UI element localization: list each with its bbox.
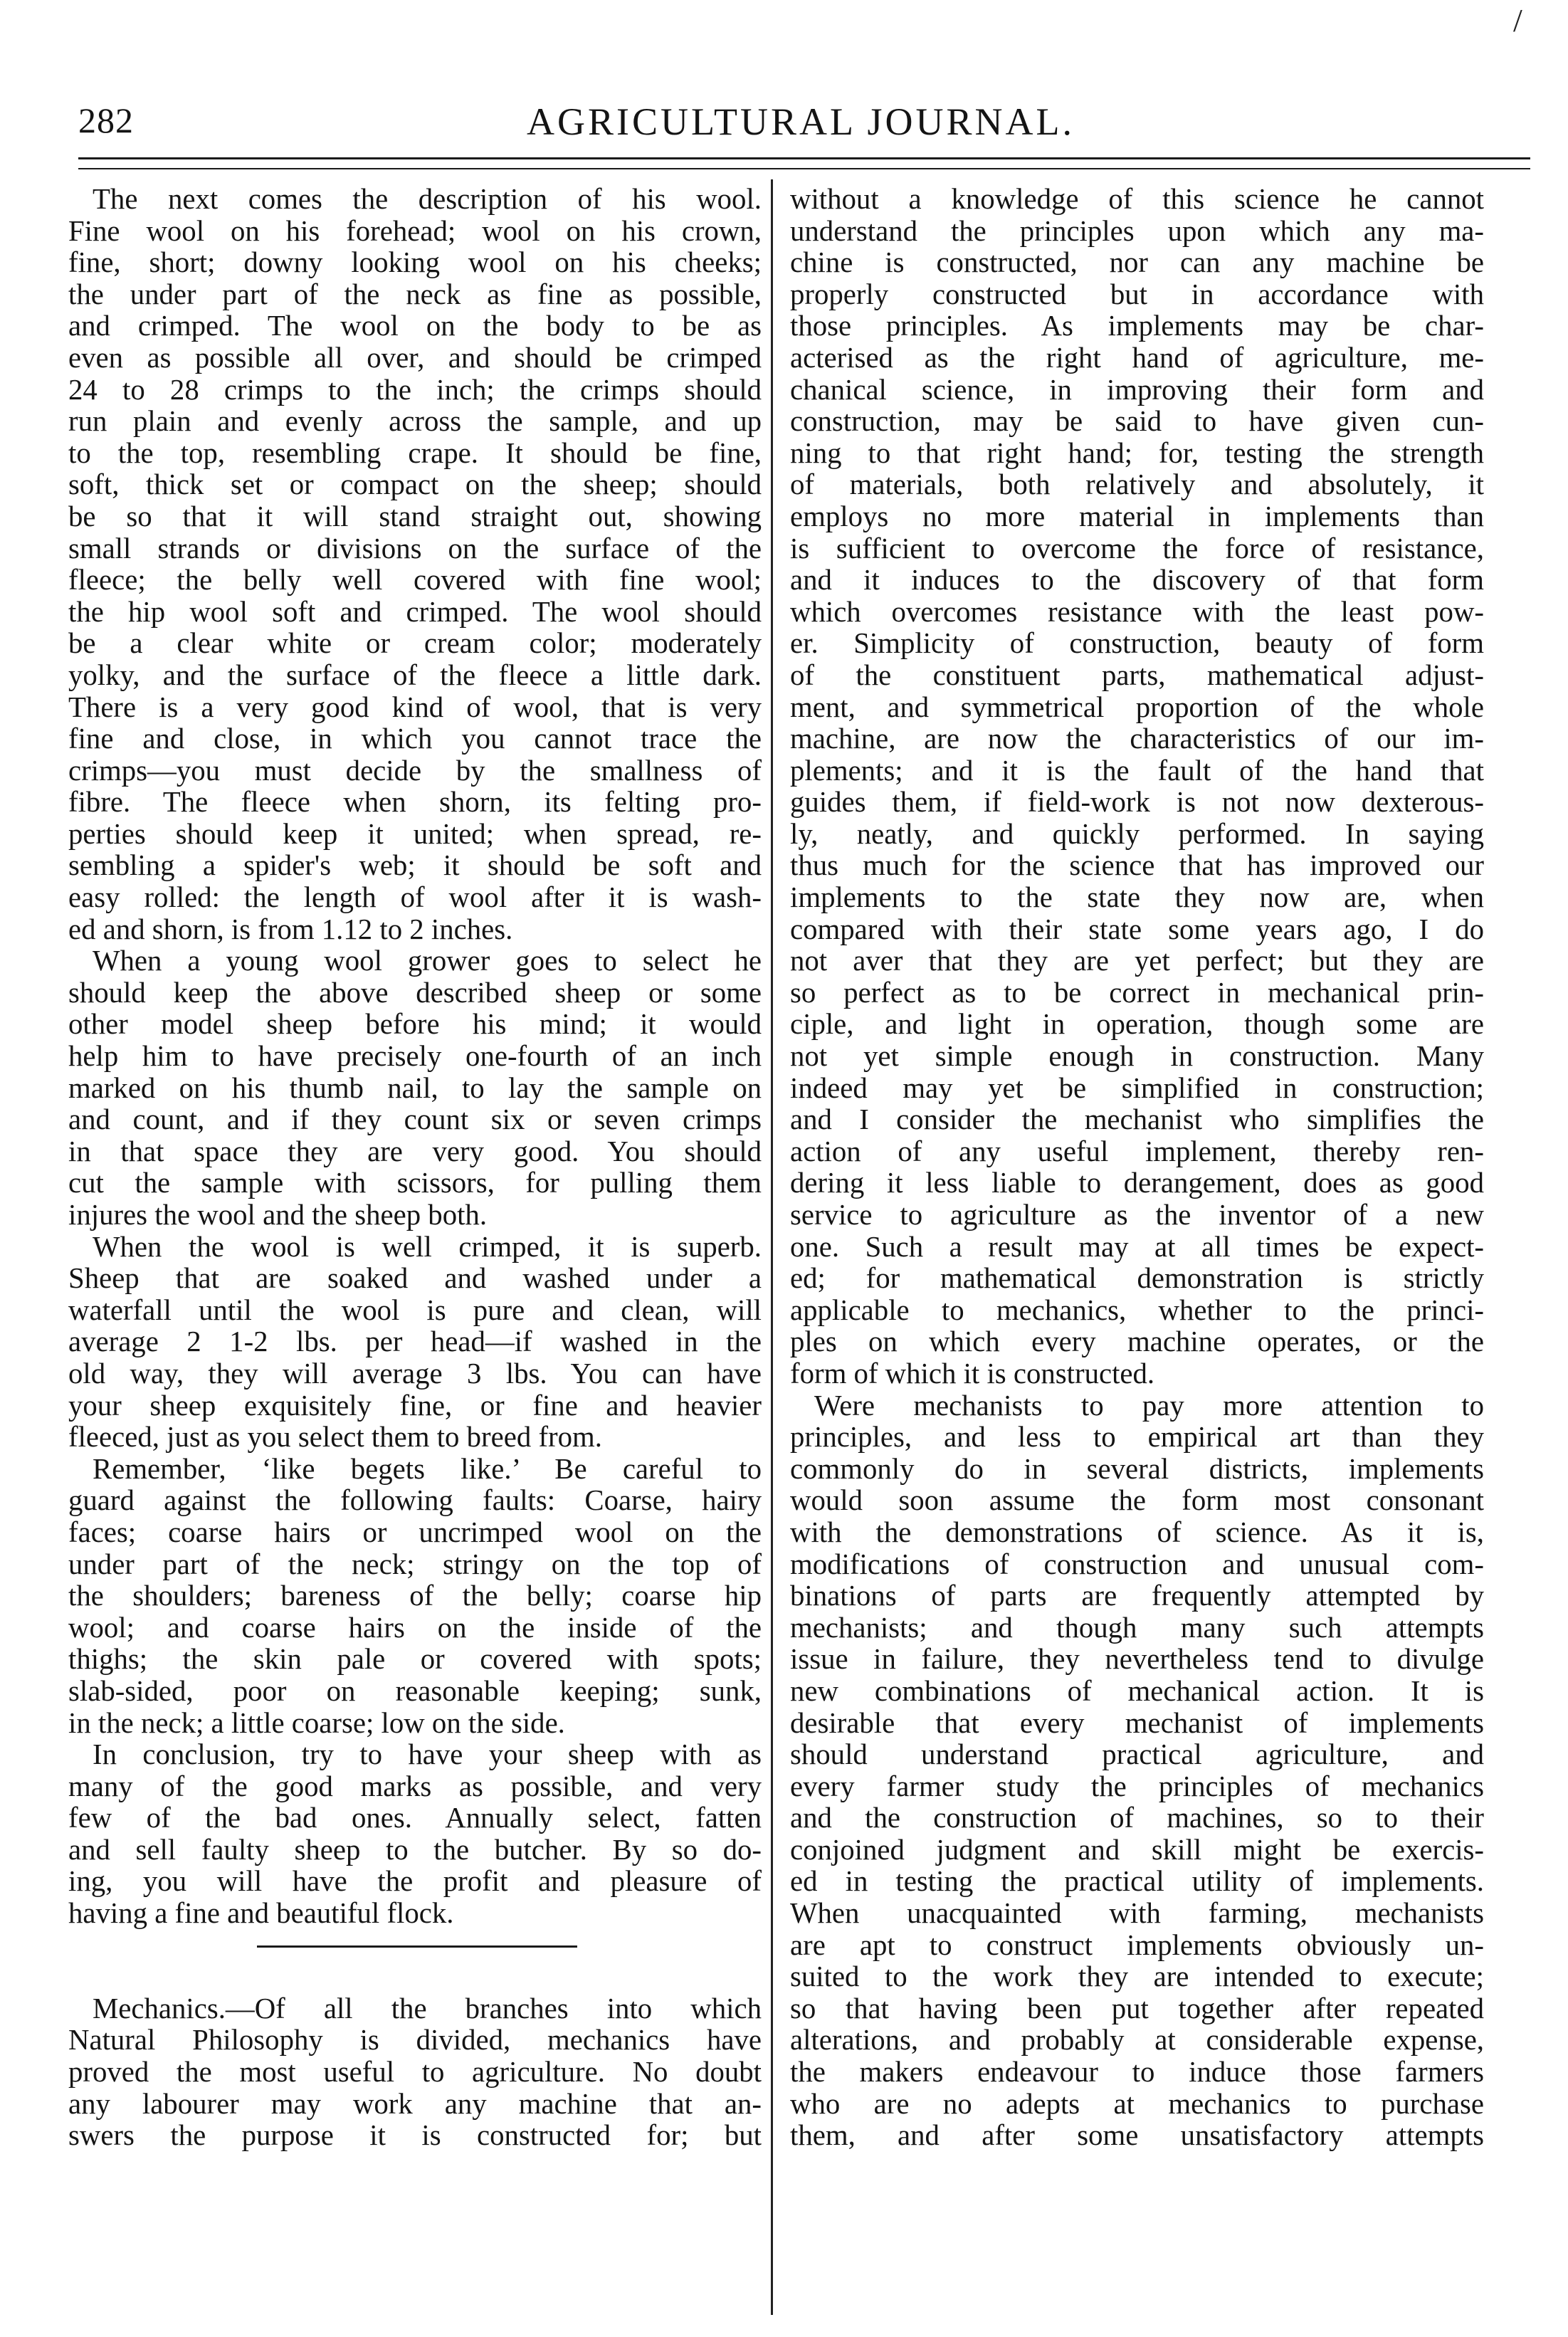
text-line: fleeced, just as you select them to breed from.	[68, 1422, 602, 1454]
text-line: ciple, and light in operation, though some are	[790, 1009, 1484, 1041]
text-line: your sheep exquisitely fine, or fine and heavier	[68, 1390, 762, 1422]
text-line: not aver that they are yet perfect; but they are	[790, 945, 1484, 977]
text-line: wool; and coarse hairs on the inside of the	[68, 1612, 762, 1644]
margin-mark: /	[1513, 2, 1522, 38]
text-line: of the constituent parts, mathematical adjust-	[790, 659, 1484, 691]
text-line: Natural Philosophy is divided, mechanics have	[68, 2024, 762, 2057]
text-line: other model sheep before his mind; it would	[68, 1009, 762, 1041]
text-line: of materials, both relatively and absolutely, it	[790, 469, 1484, 501]
text-line: modifications of construction and unusual com-	[790, 1548, 1484, 1580]
text-line: old way, they will average 3 lbs. You can have	[68, 1357, 762, 1390]
text-line: faces; coarse hairs or uncrimped wool on the	[68, 1516, 762, 1548]
text-line: perties should keep it united; when spread, re-	[68, 818, 762, 850]
text-line: thus much for the science that has improved our	[790, 850, 1484, 882]
text-line: should understand practical agriculture, and	[790, 1739, 1484, 1771]
text-line: even as possible all over, and should be crimped	[68, 342, 762, 374]
text-line: help him to have precisely one-fourth of an inch	[68, 1041, 762, 1073]
section-gap	[68, 1961, 762, 1993]
text-line: the hip wool soft and crimped. The wool should	[68, 596, 762, 628]
text-line: machine, are now the characteristics of our im-	[790, 723, 1484, 755]
text-line: acterised as the right hand of agriculture, me-	[790, 342, 1484, 374]
text-line: principles, and less to empirical art than they	[790, 1422, 1484, 1454]
text-line: new combinations of mechanical action. It is	[790, 1675, 1484, 1707]
text-line: be so that it will stand straight out, showing	[68, 500, 762, 532]
text-line: guides them, if field-work is not now dexterous-	[790, 787, 1484, 819]
text-line: service to agriculture as the inventor of a new	[790, 1199, 1484, 1231]
text-line: Remember, ‘like begets like.’ Be careful to	[93, 1453, 762, 1485]
text-line: fine, short; downy looking wool on his cheeks;	[68, 247, 762, 279]
text-line: injures the wool and the sheep both.	[68, 1199, 488, 1231]
text-line: in that space they are very good. You should	[68, 1135, 762, 1167]
text-line: ed; for mathematical demonstration is strictly	[790, 1263, 1484, 1295]
text-line: thighs; the skin pale or covered with spots;	[68, 1644, 762, 1676]
text-line: and sell faulty sheep to the butcher. By so do-	[68, 1834, 762, 1866]
text-line: having a fine and beautiful flock.	[68, 1898, 454, 1930]
text-line: conjoined judgment and skill might be exercis-	[790, 1834, 1484, 1866]
text-line: applicable to mechanics, whether to the princi-	[790, 1294, 1484, 1326]
text-line: every farmer study the principles of mechanics	[790, 1770, 1484, 1802]
text-line: understand the principles upon which any ma-	[790, 215, 1484, 247]
text-line: compared with their state some years ago, I do	[790, 913, 1484, 945]
text-line: in the neck; a little coarse; low on the side.	[68, 1707, 565, 1739]
text-line: fine and close, in which you cannot trace the	[68, 723, 762, 755]
text-line: construction, may be said to have given cun-	[790, 406, 1484, 438]
header-rule-thin	[78, 168, 1530, 169]
text-line: and the construction of machines, so to their	[790, 1802, 1484, 1834]
text-line: ed and shorn, is from 1.12 to 2 inches.	[68, 913, 513, 945]
text-line: run plain and evenly across the sample, and up	[68, 406, 762, 438]
text-line: alterations, and probably at considerable expense,	[790, 2024, 1484, 2057]
text-line: without a knowledge of this science he cannot	[790, 184, 1484, 215]
text-line: so perfect as to be correct in mechanical prin-	[790, 977, 1484, 1009]
section-separator-rule	[68, 1930, 762, 1962]
text-line: to the top, resembling crape. It should be fine,	[68, 437, 762, 469]
text-line: chanical science, in improving their form and	[790, 374, 1484, 406]
page-header	[71, 94, 1530, 155]
text-line: with the demonstrations of science. As it is,	[790, 1516, 1484, 1548]
text-line: properly constructed but in accordance with	[790, 278, 1484, 310]
text-line: issue in failure, they nevertheless tend to divulge	[790, 1644, 1484, 1676]
text-line: slab-sided, poor on reasonable keeping; sunk,	[68, 1675, 762, 1707]
text-line: action of any useful implement, thereby ren-	[790, 1135, 1484, 1167]
text-line: mechanists; and though many such attempts	[790, 1612, 1484, 1644]
text-line: fibre. The fleece when shorn, its felting pro-	[68, 787, 762, 819]
page-number: 282	[78, 100, 134, 140]
text-line: would soon assume the form most consonant	[790, 1485, 1484, 1517]
text-line: swers the purpose it is constructed for; but	[68, 2120, 762, 2152]
text-line: desirable that every mechanist of implements	[790, 1707, 1484, 1739]
right-column	[790, 184, 1484, 2152]
text-line: plements; and it is the fault of the hand that	[790, 755, 1484, 787]
text-line: implements to the state they now are, when	[790, 882, 1484, 914]
text-line: cut the sample with scissors, for pulling them	[68, 1167, 762, 1199]
text-line: There is a very good kind of wool, that is very	[68, 691, 762, 723]
text-line: those principles. As implements may be char-	[790, 310, 1484, 342]
text-line: be a clear white or cream color; moderately	[68, 628, 762, 660]
text-line: Mechanics.—Of all the branches into which	[93, 1992, 762, 2024]
text-line: under part of the neck; stringy on the top of	[68, 1548, 762, 1580]
text-line: chine is constructed, nor can any machine be	[790, 247, 1484, 279]
text-line: indeed may yet be simplified in construction;	[790, 1072, 1484, 1104]
text-line: commonly do in several districts, implements	[790, 1453, 1484, 1485]
text-line: ment, and symmetrical proportion of the whole	[790, 691, 1484, 723]
text-line: crimps—you must decide by the smallness of	[68, 755, 762, 787]
text-line: yolky, and the surface of the fleece a little dark.	[68, 659, 762, 691]
text-line: which overcomes resistance with the least pow-	[790, 596, 1484, 628]
text-line: them, and after some unsatisfactory attempts	[790, 2120, 1484, 2152]
text-line: employs no more material in implements than	[790, 500, 1484, 532]
text-line: marked on his thumb nail, to lay the sample on	[68, 1072, 762, 1104]
text-line: and crimped. The wool on the body to be as	[68, 310, 762, 342]
text-line: the under part of the neck as fine as possible,	[68, 278, 762, 310]
text-line: The next comes the description of his wool.	[93, 184, 762, 215]
running-head: AGRICULTURAL JOURNAL.	[526, 100, 1075, 143]
text-line: Were mechanists to pay more attention to	[814, 1390, 1484, 1422]
text-line: 24 to 28 crimps to the inch; the crimps should	[68, 374, 762, 406]
text-line: average 2 1-2 lbs. per head—if washed in the	[68, 1326, 762, 1358]
text-line: any labourer may work any machine that an-	[68, 2088, 762, 2120]
text-line: Fine wool on his forehead; wool on his crown,	[68, 215, 762, 247]
text-line: In conclusion, try to have your sheep with as	[93, 1739, 762, 1771]
text-line: When unacquainted with farming, mechanists	[790, 1898, 1484, 1930]
text-line: guard against the following faults: Coarse, hairy	[68, 1485, 762, 1517]
text-line: is sufficient to overcome the force of resistance,	[790, 532, 1484, 564]
left-column	[68, 184, 762, 2152]
text-line: binations of parts are frequently attempted by	[790, 1580, 1484, 1612]
text-line: so that having been put together after repeated	[790, 1992, 1484, 2024]
text-line: are apt to construct implements obviously un-	[790, 1929, 1484, 1961]
text-line: proved the most useful to agriculture. No doubt	[68, 2057, 762, 2089]
text-line: the makers endeavour to induce those farmers	[790, 2057, 1484, 2089]
text-line: who are no adepts at mechanics to purchase	[790, 2088, 1484, 2120]
header-rule	[78, 157, 1530, 159]
text-line: ly, neatly, and quickly performed. In saying	[790, 818, 1484, 850]
text-line: When the wool is well crimped, it is superb.	[93, 1231, 762, 1263]
text-line: the shoulders; bareness of the belly; coarse hip	[68, 1580, 762, 1612]
text-line: ning to that right hand; for, testing the strength	[790, 437, 1484, 469]
text-line: easy rolled: the length of wool after it is wash-	[68, 882, 762, 914]
text-line: ples on which every machine operates, or the	[790, 1326, 1484, 1358]
text-line: form of which it is constructed.	[790, 1357, 1155, 1390]
text-line: and count, and if they count six or seven crimps	[68, 1104, 762, 1136]
text-line: ing, you will have the profit and pleasure of	[68, 1866, 762, 1898]
text-line: many of the good marks as possible, and very	[68, 1770, 762, 1802]
text-line: and it induces to the discovery of that form	[790, 564, 1484, 597]
text-line: sembling a spider's web; it should be soft and	[68, 850, 762, 882]
text-line: one. Such a result may at all times be expect-	[790, 1231, 1484, 1263]
text-line: waterfall until the wool is pure and clean, will	[68, 1294, 762, 1326]
text-line: soft, thick set or compact on the sheep; should	[68, 469, 762, 501]
text-line: When a young wool grower goes to select he	[93, 945, 762, 977]
text-line: suited to the work they are intended to execute;	[790, 1961, 1484, 1993]
text-line: small strands or divisions on the surface of the	[68, 532, 762, 564]
text-line: and I consider the mechanist who simplifies the	[790, 1104, 1484, 1136]
text-line: fleece; the belly well covered with fine wool;	[68, 564, 762, 597]
text-line: ed in testing the practical utility of implements.	[790, 1866, 1484, 1898]
text-line: not yet simple enough in construction. Many	[790, 1041, 1484, 1073]
column-divider	[771, 179, 773, 2315]
text-line: er. Simplicity of construction, beauty of form	[790, 628, 1484, 660]
text-line: should keep the above described sheep or some	[68, 977, 762, 1009]
text-line: Sheep that are soaked and washed under a	[68, 1263, 762, 1295]
text-line: few of the bad ones. Annually select, fatten	[68, 1802, 762, 1834]
text-line: dering it less liable to derangement, does as good	[790, 1167, 1484, 1199]
